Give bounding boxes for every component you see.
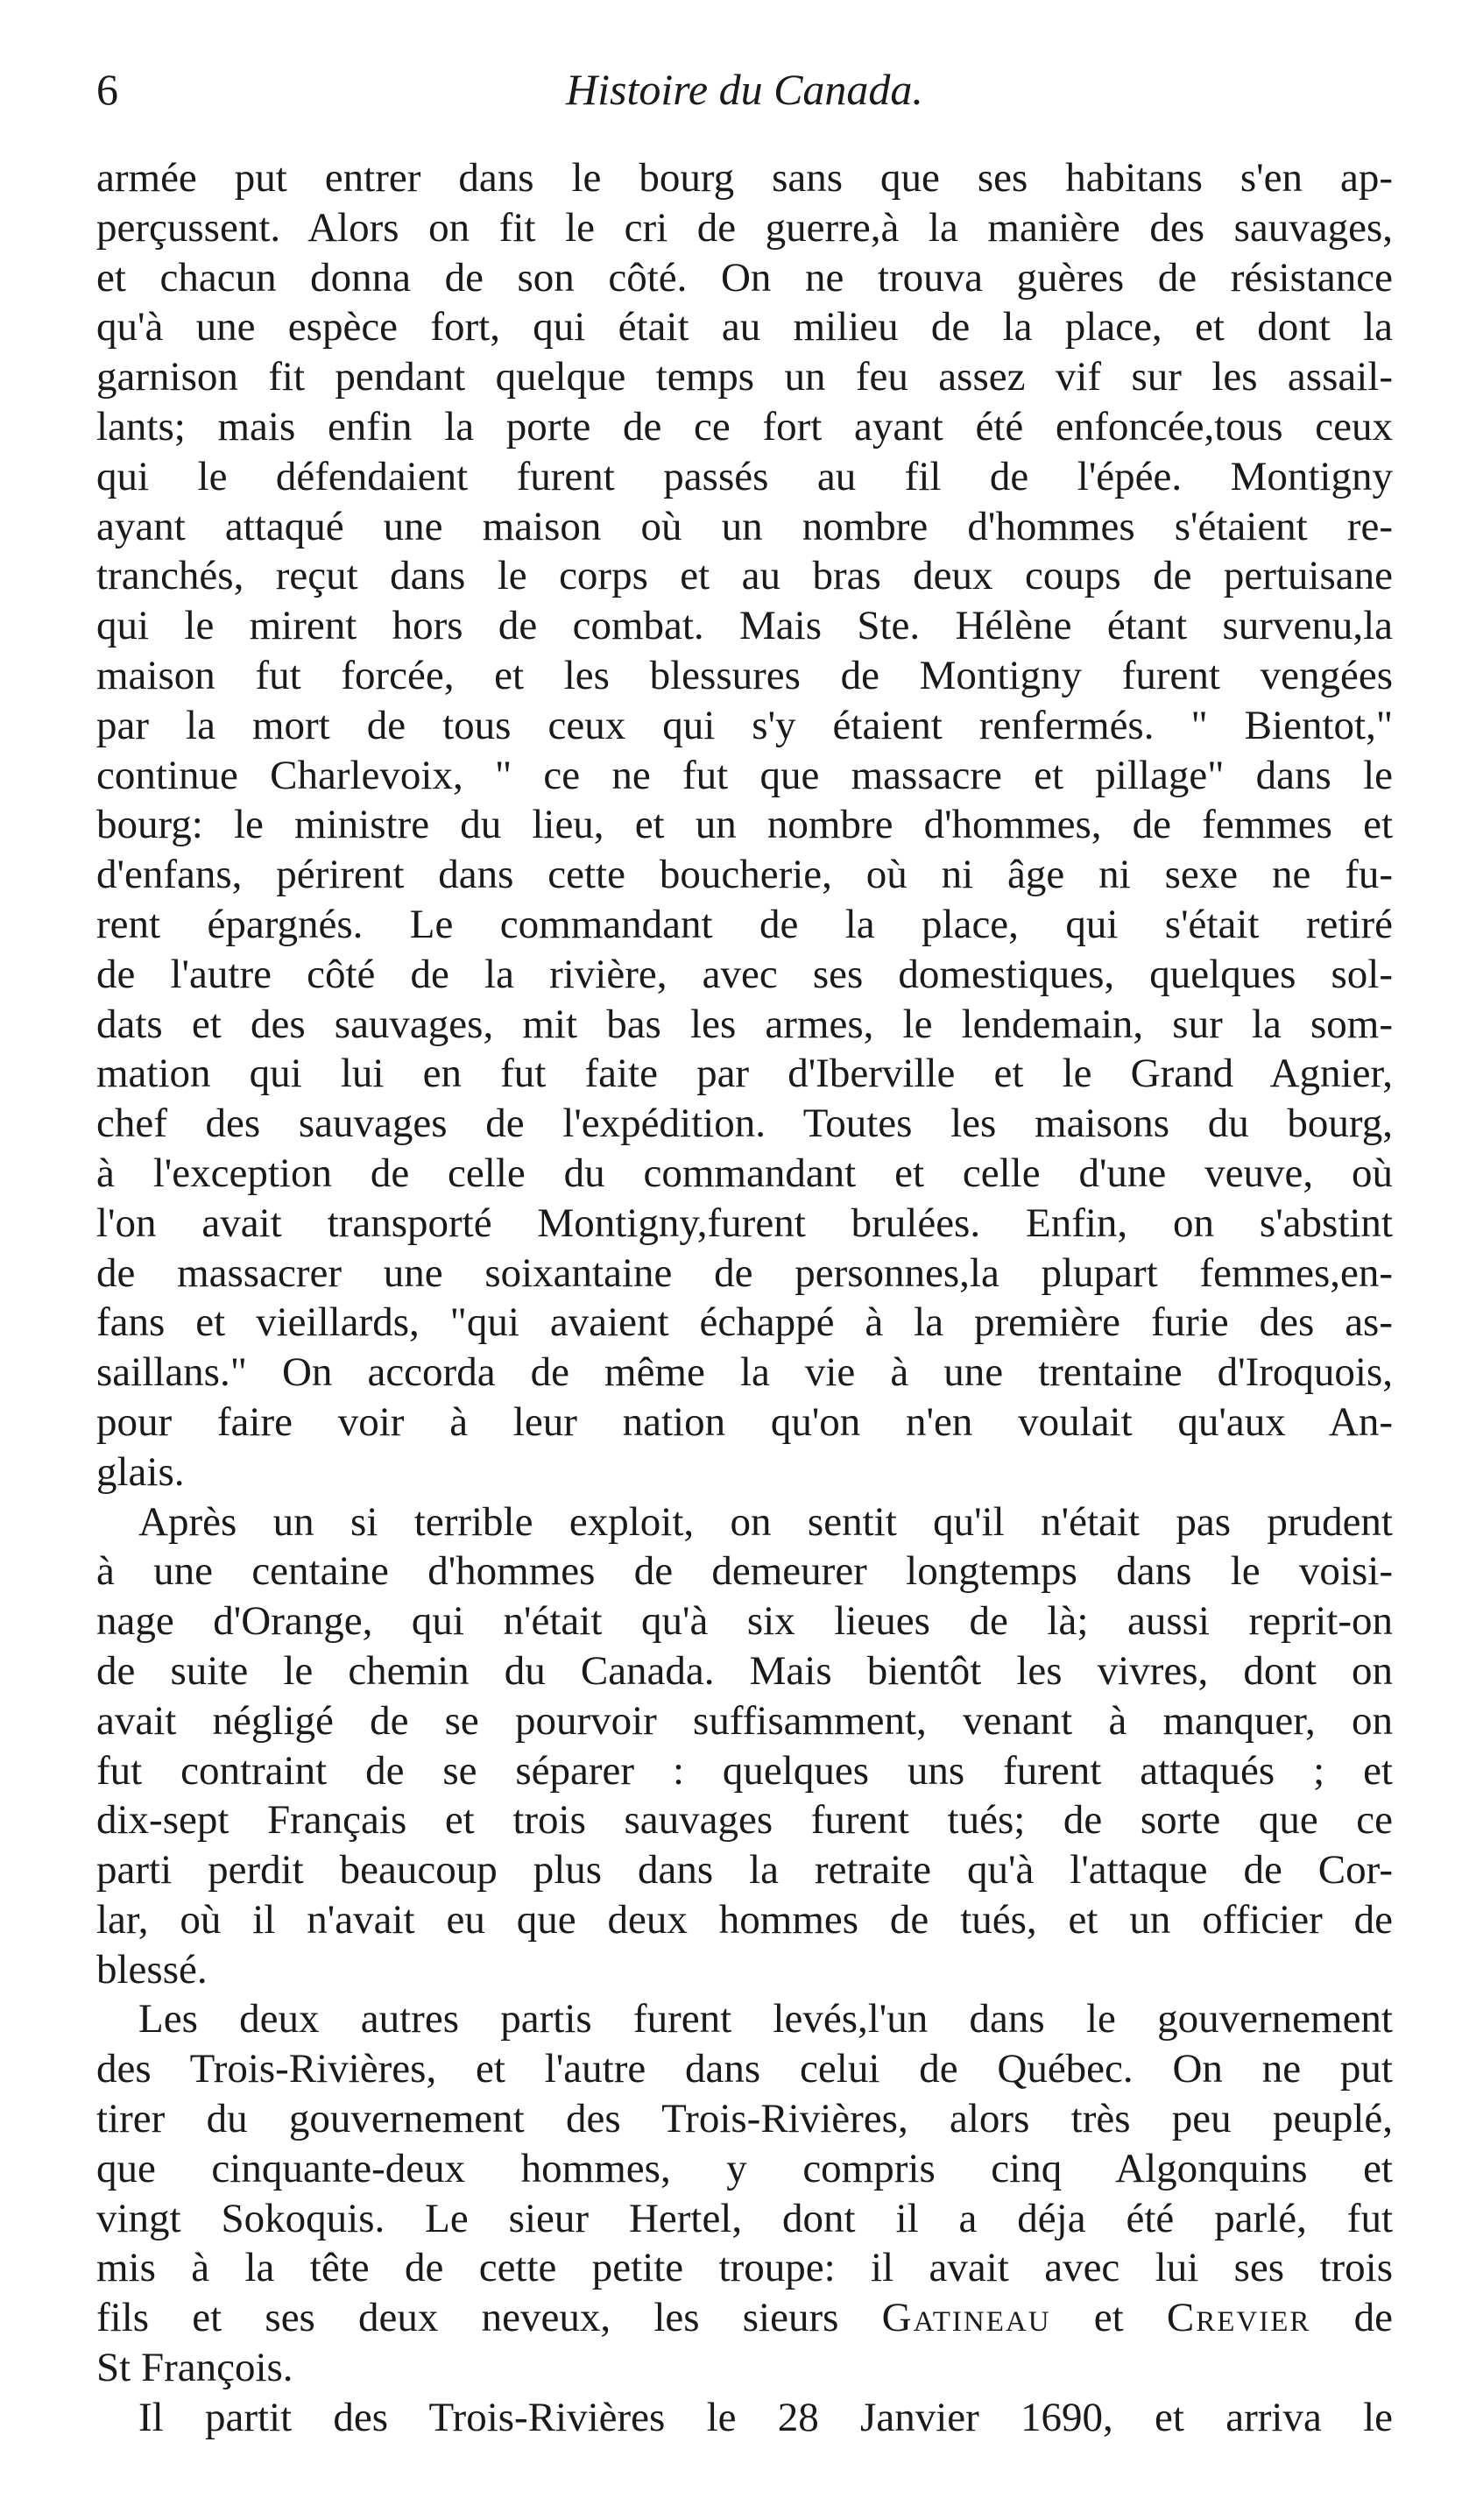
text-line: dix-sept Français et trois sauvages furent tués; de sorte que ce	[96, 1797, 1393, 1844]
text-line: que cinquante-deux hommes, y compris cinq Algonquins et	[96, 2145, 1393, 2191]
text-line: tranchés, reçut dans le corps et au bras deux coups de pertuisane	[96, 553, 1393, 599]
text-line: parti perdit beaucoup plus dans la retraite qu'à l'attaque de Cor-	[96, 1847, 1393, 1894]
text-line: St François.	[96, 2345, 293, 2391]
text-line: ayant attaqué une maison où un nombre d'hommes s'étaient re-	[96, 503, 1393, 549]
text-line: l'on avait transporté Montigny,furent brulées. Enfin, on s'abstint	[96, 1200, 1393, 1246]
text-line: de l'autre côté de la rivière, avec ses domestiques, quelques sol-	[96, 951, 1393, 997]
text-line: Les deux autres partis furent levés,l'un dans le gouvernement	[138, 1996, 1393, 2042]
text-line: perçussent. Alors on fit le cri de guerre,à la manière des sauvages,	[96, 204, 1393, 251]
text-line: avait négligé de se pourvoir suffisamment, venant à manquer, on	[96, 1697, 1393, 1744]
text-line: à une centaine d'hommes de demeurer longtemps dans le voisi-	[96, 1548, 1393, 1595]
text-line: pour faire voir à leur nation qu'on n'en voulait qu'aux An-	[96, 1398, 1393, 1445]
text-line: qu'à une espèce fort, qui était au milieu de la place, et dont la	[96, 304, 1393, 350]
text-line: nage d'Orange, qui n'était qu'à six lieues de là; aussi reprit-on	[96, 1598, 1393, 1645]
page-header	[96, 54, 1393, 124]
text-line: qui le défendaient furent passés au fil de l'épée. Montigny	[96, 453, 1393, 499]
text-line: des Trois-Rivières, et l'autre dans celui de Québec. On ne put	[96, 2046, 1393, 2092]
page-number: 6	[96, 65, 118, 114]
running-title: Histoire du Canada.	[566, 65, 923, 114]
text-line: et chacun donna de son côté. On ne trouva guères de résistance	[96, 254, 1393, 301]
text-line: bourg: le ministre du lieu, et un nombre d'hommes, de femmes et	[96, 802, 1393, 848]
text-line: garnison fit pendant quelque temps un feu assez vif sur les assail-	[96, 354, 1393, 400]
text-line: mis à la tête de cette petite troupe: il avait avec lui ses trois	[96, 2245, 1393, 2291]
text-line: par la mort de tous ceux qui s'y étaient renfermés. " Bientot,"	[96, 702, 1393, 748]
text-line: lants; mais enfin la porte de ce fort ayant été enfoncée,tous ceux	[96, 403, 1393, 449]
small-caps-name: Gatineau	[881, 2295, 1051, 2341]
small-caps-name: Crevier	[1166, 2295, 1311, 2341]
text-line: blessé.	[96, 1946, 208, 1993]
text-line: glais.	[96, 1448, 185, 1495]
text-line: de massacrer une soixantaine de personnes,la plupart femmes,en-	[96, 1249, 1393, 1296]
text-line: armée put entrer dans le bourg sans que ses habitans s'en ap-	[96, 155, 1393, 201]
text-line: Il partit des Trois-Rivières le 28 Janvier 1690, et arriva le	[138, 2394, 1393, 2440]
text-line: vingt Sokoquis. Le sieur Hertel, dont il a déja été parlé, fut	[96, 2195, 1393, 2241]
text-line: de suite le chemin du Canada. Mais bientôt les vivres, dont on	[96, 1647, 1393, 1694]
text-line: chef des sauvages de l'expédition. Toutes les maisons du bourg,	[96, 1101, 1393, 1147]
text-line: fans et vieillards, "qui avaient échappé à la première furie des as-	[96, 1299, 1393, 1346]
text-segment: fils et ses deux neveux, les sieurs	[96, 2295, 882, 2341]
text-line: à l'exception de celle du commandant et celle d'une veuve, où	[96, 1150, 1393, 1196]
text-line: continue Charlevoix, " ce ne fut que massacre et pillage" dans le	[96, 752, 1393, 798]
text-line: maison fut forcée, et les blessures de Montigny furent vengées	[96, 652, 1393, 698]
text-line: dats et des sauvages, mit bas les armes, le lendemain, sur la som-	[96, 1001, 1393, 1047]
text-line: Après un si terrible exploit, on sentit qu'il n'était pas prudent	[138, 1498, 1393, 1545]
text-segment: de	[1310, 2295, 1393, 2341]
text-line: qui le mirent hors de combat. Mais Ste. Hélène étant survenu,la	[96, 603, 1393, 649]
text-line	[96, 2293, 1393, 2343]
text-line: rent épargnés. Le commandant de la place, qui s'était retiré	[96, 901, 1393, 947]
text-line: d'enfans, périrent dans cette boucherie, où ni âge ni sexe ne fu-	[96, 852, 1393, 898]
text-segment: et	[1050, 2295, 1167, 2341]
text-line: tirer du gouvernement des Trois-Rivières, alors très peu peuplé,	[96, 2096, 1393, 2142]
body-text	[96, 153, 1393, 2443]
text-line: saillans." On accorda de même la vie à une trentaine d'Iroquois,	[96, 1349, 1393, 1396]
text-line: mation qui lui en fut faite par d'Iberville et le Grand Agnier,	[96, 1051, 1393, 1097]
text-line: lar, où il n'avait eu que deux hommes de tués, et un officier de	[96, 1896, 1393, 1943]
text-line: fut contraint de se séparer : quelques uns furent attaqués ; et	[96, 1747, 1393, 1794]
